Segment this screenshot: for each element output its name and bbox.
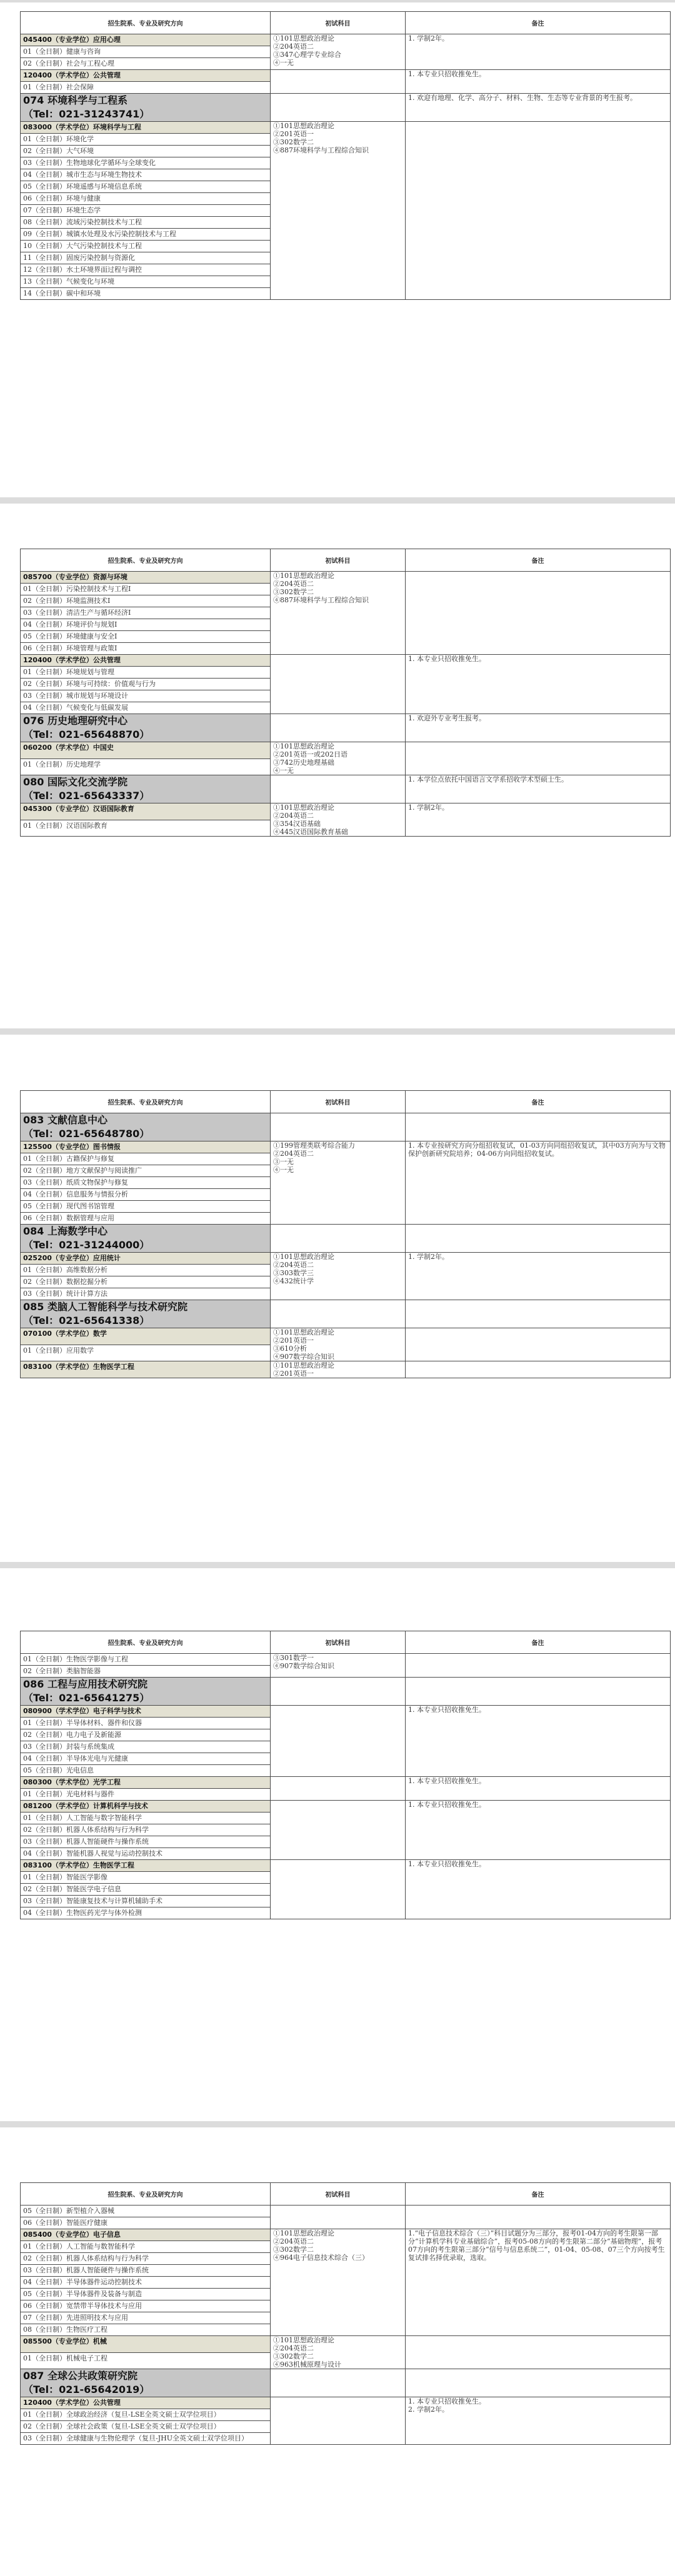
column-header-direction: 招生院系、专业及研究方向: [21, 2183, 271, 2206]
table-row: [21, 2369, 671, 2397]
exam-subject: ③347心理学专业综合: [273, 51, 341, 59]
exam-subject: ①101思想政治理论: [273, 1328, 334, 1336]
admission-table-page-3: [20, 1090, 671, 1378]
exam-subject: ②201英语一: [273, 1370, 314, 1378]
table-row: [21, 94, 671, 122]
research-direction: 05（全日制）新型植介入器械: [21, 2206, 271, 2217]
page-separator: [0, 497, 675, 504]
exam-subjects-cell: [271, 2397, 406, 2445]
research-direction: 03（全日制）机器人智能硬件与操作系统: [21, 1836, 271, 1848]
exam-subject: ①101思想政治理论: [273, 742, 334, 750]
research-direction: 10（全日制）大气污染控制技术与工程: [21, 241, 271, 252]
school-header: [21, 1113, 271, 1141]
column-header-subjects: 初试科目: [271, 1631, 406, 1654]
exam-subject: ②204英语二: [273, 2344, 314, 2352]
research-direction: 01（全日制）人工智能与数智能科学: [21, 2241, 271, 2253]
research-direction: 01（全日制）健康与咨询: [21, 46, 271, 58]
research-direction: 09（全日制）城镇水处理及水污染控制技术与工程: [21, 229, 271, 241]
major-row: 085500（专业学位）机械: [21, 2336, 271, 2353]
research-direction: 01（全日制）机械电子工程: [21, 2352, 271, 2369]
research-direction: 01（全日制）污染控制技术与工程Ⅰ: [21, 584, 271, 595]
research-direction: 04（全日制）环境评价与规划Ⅰ: [21, 619, 271, 631]
research-direction: 03（全日制）全球健康与生物伦理学（复旦-JHU全英文硕士双学位项目）: [21, 2433, 271, 2445]
research-direction: 05（全日制）环境健康与安全Ⅰ: [21, 631, 271, 643]
research-direction: 01（全日制）生物医学影像与工程: [21, 1654, 271, 1666]
exam-subjects-cell: [271, 742, 406, 775]
notes-cell: [406, 775, 671, 803]
school-name: 084 上海数学中心: [23, 1225, 108, 1237]
column-header-direction: 招生院系、专业及研究方向: [21, 549, 271, 572]
notes-cell: [406, 2229, 671, 2336]
notes-cell: [406, 742, 671, 775]
research-direction: 04（全日制）智能机器人视觉与运动控制技术: [21, 1848, 271, 1860]
page-separator: [0, 1562, 675, 1568]
exam-subject: ②201英语一或202日语: [273, 750, 348, 758]
table-row: [21, 714, 671, 742]
research-direction: 02（全日制）大气环境: [21, 146, 271, 157]
exam-subject: ①101思想政治理论: [273, 122, 334, 130]
exam-subjects-cell: [271, 2206, 406, 2229]
note-text: 1. 本专业只招收推免生。: [408, 655, 486, 663]
notes-cell: [406, 1361, 671, 1378]
exam-subjects-cell: [271, 1777, 406, 1801]
school-name: 087 全球公共政策研究院: [23, 2370, 138, 2382]
notes-cell: [406, 2336, 671, 2369]
research-direction: 06（全日制）环境与健康: [21, 193, 271, 205]
column-header-notes: 备注: [406, 2183, 671, 2206]
school-tel: （Tel：021-31244000）: [23, 1239, 150, 1251]
research-direction: 02（全日制）类脑智能器: [21, 1666, 271, 1678]
exam-subject: ①101思想政治理论: [273, 34, 334, 42]
research-direction: 02（全日制）电力电子及新能源: [21, 1729, 271, 1741]
admission-table-page-5: [20, 2182, 671, 2445]
research-direction: 01（全日制）应用数学: [21, 1345, 271, 1361]
table-row: [21, 1328, 671, 1345]
exam-subject: ③303数学三: [273, 1269, 314, 1277]
notes-cell: [406, 1300, 671, 1328]
exam-subjects-cell: [271, 1706, 406, 1777]
column-header-notes: 备注: [406, 549, 671, 572]
major-row: 080300（学术学位）光学工程: [21, 1777, 271, 1789]
admission-table-page-4: [20, 1631, 671, 1919]
research-direction: 05（全日制）光电信息: [21, 1765, 271, 1777]
note-text: 1. 本专业只招收推免生。: [408, 1860, 486, 1868]
page-separator: [0, 0, 675, 2]
table-row: [21, 775, 671, 803]
note-text: 1. 本专业按研究方向分组招收复试，01-03方向同组招收复试，其中03方向为与文物保护创新研究院培养；04-06方向同组招收复试。: [408, 1141, 666, 1158]
exam-subjects-cell: [271, 1654, 406, 1678]
notes-cell: [406, 2369, 671, 2397]
exam-subject: ②204英语二: [273, 2237, 314, 2245]
exam-subject: ②204英语二: [273, 1261, 314, 1269]
table-row: [21, 1113, 671, 1141]
research-direction: 08（全日制）生物医疗工程: [21, 2324, 271, 2336]
notes-cell: [406, 2397, 671, 2445]
research-direction: 05（全日制）环境遥感与环境信息系统: [21, 181, 271, 193]
notes-cell: [406, 34, 671, 70]
research-direction: 04（全日制）信息服务与情报分析: [21, 1189, 271, 1201]
notes-cell: [406, 1141, 671, 1225]
table-row: [21, 1253, 671, 1265]
major-row: 085700（专业学位）资源与环境: [21, 572, 271, 584]
exam-subject: ②204英语二: [273, 1150, 314, 1158]
column-header-notes: 备注: [406, 1091, 671, 1113]
exam-subject: ③301数学一: [273, 1654, 314, 1662]
exam-subject: ②201英语一: [273, 130, 314, 138]
exam-subject: ③302数学二: [273, 588, 314, 596]
column-header-subjects: 初试科目: [271, 2183, 406, 2206]
major-row: 085400（专业学位）电子信息: [21, 2229, 271, 2241]
note-text: 1. 欢迎有地理、化学、高分子、材料、生物、生态等专业背景的考生报考。: [408, 94, 637, 102]
notes-cell: [406, 94, 671, 122]
research-direction: 02（全日制）智能医学电子信息: [21, 1884, 271, 1896]
school-name: 076 历史地理研究中心: [23, 715, 128, 727]
exam-subjects-cell: [271, 572, 406, 655]
school-name: 083 文献信息中心: [23, 1114, 108, 1126]
exam-subjects-cell: [271, 1678, 406, 1706]
research-direction: 01（全日制）高维数据分析: [21, 1265, 271, 1276]
research-direction: 04（全日制）生物医药光学与体外检测: [21, 1907, 271, 1919]
research-direction: 01（全日制）光电材料与器件: [21, 1789, 271, 1801]
notes-cell: [406, 122, 671, 300]
exam-subject: ③302数学二: [273, 2352, 314, 2360]
note-text: 1.“电子信息技术综合（三）”科目试题分为三部分，报考01-04方向的考生限第一部分“计算机学科专业基础综合”，报考05-08方向的考生限第二部分“基础物理”，报考07方向的考生限第三部分“信号与信息系统二”，01-04、05-08、07三个方向按考生复试排名择优录取，选取。: [408, 2229, 665, 2262]
exam-subject: ④907数学综合知识: [273, 1353, 334, 1361]
exam-subjects-cell: [271, 1225, 406, 1253]
exam-subjects-cell: [271, 1113, 406, 1141]
notes-cell: [406, 1777, 671, 1801]
column-header-notes: 备注: [406, 1631, 671, 1654]
notes-cell: [406, 1328, 671, 1361]
exam-subjects-cell: [271, 1141, 406, 1225]
note-text: 1. 本学位点依托中国语言文学系招收学术型硕士生。: [408, 775, 568, 783]
table-row: [21, 34, 671, 46]
exam-subject: ④432统计学: [273, 1277, 314, 1285]
exam-subjects-cell: [271, 1253, 406, 1300]
major-row: 025200（专业学位）应用统计: [21, 1253, 271, 1265]
school-name: 086 工程与应用技术研究院: [23, 1678, 148, 1690]
research-direction: 02（全日制）环境与可持续：价值观与行为: [21, 679, 271, 690]
note-text: 1. 学制2年。: [408, 34, 449, 42]
research-direction: 04（全日制）城市生态与环境生物技术: [21, 169, 271, 181]
table-row: [21, 122, 671, 134]
school-name: 085 类脑人工智能科学与技术研究院: [23, 1301, 188, 1313]
research-direction: 01（全日制）社会保障: [21, 82, 271, 94]
exam-subject: ①101思想政治理论: [273, 2229, 334, 2237]
exam-subject: ①101思想政治理论: [273, 2336, 334, 2344]
exam-subject: ③742历史地理基础: [273, 758, 334, 767]
table-row: [21, 2206, 671, 2217]
exam-subjects-cell: [271, 775, 406, 803]
exam-subject: ③610分析: [273, 1345, 307, 1353]
exam-subject: ②204英语二: [273, 42, 314, 51]
exam-subject: ④963机械原理与设计: [273, 2360, 341, 2369]
exam-subjects-cell: [271, 1361, 406, 1378]
column-header-subjects: 初试科目: [271, 12, 406, 34]
column-header-direction: 招生院系、专业及研究方向: [21, 1091, 271, 1113]
research-direction: 01（全日制）半导体材料、器件和仪器: [21, 1718, 271, 1729]
research-direction: 05（全日制）半导体器件及装备与制造: [21, 2289, 271, 2300]
research-direction: 07（全日制）环境生态学: [21, 205, 271, 217]
research-direction: 04（全日制）气候变化与低碳发展: [21, 702, 271, 714]
research-direction: 02（全日制）社会与工程心理: [21, 58, 271, 70]
exam-subjects-cell: [271, 2369, 406, 2397]
research-direction: 01（全日制）全球政治经济（复旦-LSE全英文硕士双学位项目）: [21, 2409, 271, 2421]
notes-cell: [406, 1860, 671, 1919]
notes-cell: [406, 1113, 671, 1141]
research-direction: 03（全日制）生物地球化学循环与全球变化: [21, 157, 271, 169]
school-tel: （Tel：021-65648870）: [23, 729, 150, 740]
research-direction: 01（全日制）环境规划与管理: [21, 667, 271, 679]
column-header-direction: 招生院系、专业及研究方向: [21, 1631, 271, 1654]
research-direction: 03（全日制）封装与系统集成: [21, 1741, 271, 1753]
research-direction: 04（全日制）半导体光电与光健康: [21, 1753, 271, 1765]
notes-cell: [406, 714, 671, 742]
school-tel: （Tel：021-65641338）: [23, 1315, 150, 1326]
exam-subject: ②204英语二: [273, 812, 314, 820]
table-row: [21, 572, 671, 584]
page-separator: [0, 2121, 675, 2127]
note-text: 1. 学制2年。: [408, 803, 449, 812]
exam-subject: ④一无: [273, 1166, 294, 1174]
table-row: [21, 1654, 671, 1666]
notes-cell: [406, 655, 671, 714]
notes-cell: [406, 1225, 671, 1253]
school-tel: （Tel：021-65642019）: [23, 2384, 150, 2395]
exam-subjects-cell: [271, 2229, 406, 2336]
exam-subject: ④445汉语国际教育基础: [273, 828, 348, 836]
research-direction: 08（全日制）流域污染控制技术与工程: [21, 217, 271, 229]
notes-cell: [406, 803, 671, 837]
school-header: [21, 94, 271, 122]
exam-subject: ①101思想政治理论: [273, 1253, 334, 1261]
major-row: 083100（学术学位）生物医学工程: [21, 1361, 271, 1378]
major-row: 045300（专业学位）汉语国际教育: [21, 803, 271, 820]
exam-subject: ③354汉语基础: [273, 820, 321, 828]
school-header: [21, 714, 271, 742]
exam-subjects-cell: [271, 1801, 406, 1860]
note-text: 2. 学制2年。: [408, 2405, 449, 2414]
exam-subjects-cell: [271, 803, 406, 837]
research-direction: 02（全日制）机器人体系结构与行为科学: [21, 1824, 271, 1836]
note-text: 1. 本专业只招收推免生。: [408, 70, 486, 78]
research-direction: 12（全日制）水土环境界面过程与调控: [21, 264, 271, 276]
major-row: 125500（专业学位）图书情报: [21, 1141, 271, 1153]
exam-subject: ②201英语一: [273, 1336, 314, 1345]
research-direction: 06（全日制）数据管理与应用: [21, 1213, 271, 1225]
research-direction: 02（全日制）地方文献保护与阅读推广: [21, 1165, 271, 1177]
exam-subject: ④887环境科学与工程综合知识: [273, 596, 369, 604]
research-direction: 03（全日制）纸质文物保护与修复: [21, 1177, 271, 1189]
research-direction: 06（全日制）智能医疗健康: [21, 2217, 271, 2229]
table-row: [21, 2397, 671, 2409]
note-text: 1. 本专业只招收推免生。: [408, 1706, 486, 1714]
table-row: [21, 803, 671, 820]
table-row: [21, 1678, 671, 1706]
major-row: 083100（学术学位）生物医学工程: [21, 1860, 271, 1872]
exam-subject: ④907数学综合知识: [273, 1662, 334, 1670]
research-direction: 01（全日制）历史地理学: [21, 758, 271, 775]
research-direction: 02（全日制）环境监测技术Ⅰ: [21, 595, 271, 607]
table-row: [21, 655, 671, 667]
research-direction: 06（全日制）环境管理与政策Ⅰ: [21, 643, 271, 655]
exam-subjects-cell: [271, 1328, 406, 1361]
table-row: [21, 1777, 671, 1789]
research-direction: 05（全日制）现代图书馆管理: [21, 1201, 271, 1213]
major-row: 083000（学术学位）环境科学与工程: [21, 122, 271, 134]
major-row: 120400（学术学位）公共管理: [21, 655, 271, 667]
school-tel: （Tel：021-65641275）: [23, 1692, 150, 1704]
exam-subject: ③302数学二: [273, 138, 314, 146]
notes-cell: [406, 1801, 671, 1860]
column-header-notes: 备注: [406, 12, 671, 34]
school-header: [21, 1225, 271, 1253]
note-text: 1. 欢迎外专业考生报考。: [408, 714, 486, 722]
exam-subjects-cell: [271, 122, 406, 300]
column-header-subjects: 初试科目: [271, 1091, 406, 1113]
major-row: 120400（学术学位）公共管理: [21, 70, 271, 82]
research-direction: 01（全日制）人工智能与数字智能科学: [21, 1813, 271, 1824]
research-direction: 02（全日制）机器人体系结构与行为科学: [21, 2253, 271, 2265]
exam-subjects-cell: [271, 1860, 406, 1919]
note-text: 1. 本专业只招收推免生。: [408, 1777, 486, 1785]
exam-subject: ①101思想政治理论: [273, 572, 334, 580]
school-name: 074 环境科学与工程系: [23, 94, 128, 106]
admission-table-page-2: [20, 549, 671, 837]
table-row: [21, 1860, 671, 1872]
column-header-subjects: 初试科目: [271, 549, 406, 572]
research-direction: 01（全日制）智能医学影像: [21, 1872, 271, 1884]
school-header: [21, 775, 271, 803]
school-header: [21, 1678, 271, 1706]
note-text: 1. 学制2年。: [408, 1253, 449, 1261]
exam-subject: ①101思想政治理论: [273, 803, 334, 812]
exam-subject: ④887环境科学与工程综合知识: [273, 146, 369, 154]
exam-subject: ④一无: [273, 59, 294, 67]
table-row: [21, 1300, 671, 1328]
major-row: 080900（学术学位）电子科学与技术: [21, 1706, 271, 1718]
table-row: [21, 70, 671, 82]
notes-cell: [406, 1253, 671, 1300]
notes-cell: [406, 1706, 671, 1777]
exam-subjects-cell: [271, 655, 406, 714]
school-header: [21, 2369, 271, 2397]
research-direction: 03（全日制）智能康复技术与计算机辅助手术: [21, 1896, 271, 1907]
notes-cell: [406, 1654, 671, 1678]
page-separator: [0, 1028, 675, 1035]
exam-subject: ④一无: [273, 767, 294, 775]
admission-table-page-1: [20, 11, 671, 300]
exam-subjects-cell: [271, 94, 406, 122]
research-direction: 02（全日制）全球社会政策（复旦-LSE全英文硕士双学位项目）: [21, 2421, 271, 2433]
exam-subjects-cell: [271, 2336, 406, 2369]
notes-cell: [406, 1678, 671, 1706]
research-direction: 01（全日制）汉语国际教育: [21, 820, 271, 837]
exam-subject: ①101思想政治理论: [273, 1361, 334, 1370]
exam-subjects-cell: [271, 70, 406, 94]
note-text: 1. 本专业只招收推免生。: [408, 1801, 486, 1809]
school-name: 080 国际文化交流学院: [23, 776, 128, 788]
research-direction: 06（全日制）宽禁带半导体技术与应用: [21, 2300, 271, 2312]
exam-subject: ③一无: [273, 1158, 294, 1166]
research-direction: 02（全日制）数据挖掘分析: [21, 1276, 271, 1288]
exam-subjects-cell: [271, 34, 406, 70]
major-row: 120400（学术学位）公共管理: [21, 2397, 271, 2409]
exam-subject: ③302数学二: [273, 2245, 314, 2254]
research-direction: 03（全日制）机器人智能硬件与操作系统: [21, 2265, 271, 2277]
table-row: [21, 1706, 671, 1718]
table-row: [21, 742, 671, 759]
exam-subjects-cell: [271, 714, 406, 742]
table-row: [21, 1141, 671, 1153]
exam-subject: ①199管理类联考综合能力: [273, 1141, 355, 1150]
research-direction: 01（全日制）环境化学: [21, 134, 271, 146]
table-row: [21, 1801, 671, 1813]
major-row: 045400（专业学位）应用心理: [21, 34, 271, 46]
research-direction: 14（全日制）碳中和环境: [21, 288, 271, 300]
table-row: [21, 1361, 671, 1378]
exam-subject: ④964电子信息技术综合（三）: [273, 2254, 369, 2262]
notes-cell: [406, 70, 671, 94]
research-direction: 03（全日制）清洁生产与循环经济Ⅰ: [21, 607, 271, 619]
research-direction: 03（全日制）城市规划与环境设计: [21, 690, 271, 702]
research-direction: 01（全日制）古籍保护与修复: [21, 1153, 271, 1165]
major-row: 060200（学术学位）中国史: [21, 742, 271, 759]
exam-subject: ②204英语二: [273, 580, 314, 588]
research-direction: 13（全日制）气候变化与环境: [21, 276, 271, 288]
research-direction: 03（全日制）统计计算方法: [21, 1288, 271, 1300]
table-row: [21, 1225, 671, 1253]
note-text: 1. 本专业只招收推免生。: [408, 2397, 486, 2405]
table-row: [21, 2229, 671, 2241]
notes-cell: [406, 572, 671, 655]
school-tel: （Tel：021-65648780）: [23, 1128, 150, 1140]
table-row: [21, 2336, 671, 2353]
school-tel: （Tel：021-65643337）: [23, 790, 150, 802]
research-direction: 04（全日制）半导体器件运动控制技术: [21, 2277, 271, 2289]
column-header-direction: 招生院系、专业及研究方向: [21, 12, 271, 34]
school-tel: （Tel：021-31243741）: [23, 108, 150, 120]
notes-cell: [406, 2206, 671, 2229]
research-direction: 07（全日制）先进照明技术与应用: [21, 2312, 271, 2324]
school-header: [21, 1300, 271, 1328]
major-row: 070100（学术学位）数学: [21, 1328, 271, 1345]
major-row: 081200（学术学位）计算机科学与技术: [21, 1801, 271, 1813]
exam-subjects-cell: [271, 1300, 406, 1328]
research-direction: 11（全日制）固废污染控制与资源化: [21, 252, 271, 264]
